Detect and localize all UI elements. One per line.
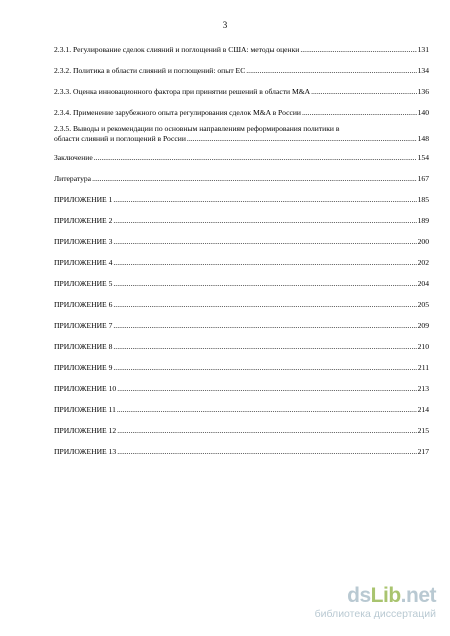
toc-row <box>54 401 429 415</box>
toc-entry-page: 131 <box>417 45 429 54</box>
toc-row <box>54 338 429 352</box>
toc-row <box>54 422 429 436</box>
toc-entry-page: 200 <box>417 237 429 246</box>
toc-entry-title-line1: 2.3.5. Выводы и рекомендации по основным направлениям реформирования политики в <box>54 124 340 133</box>
toc-row <box>54 62 429 76</box>
toc-entry-title: Заключение <box>54 153 93 162</box>
toc-row <box>54 254 429 268</box>
toc-entry-title: 2.3.2. Политика в области слияний и поглощений: опыт ЕС <box>54 66 246 75</box>
toc-entry-title: ПРИЛОЖЕНИЕ 13 <box>54 447 117 456</box>
toc-entry-page: 205 <box>417 300 429 309</box>
toc-entry-page: 154 <box>417 153 429 162</box>
toc-row <box>54 212 429 226</box>
toc-leader-dots <box>300 45 416 55</box>
toc-entry-title: ПРИЛОЖЕНИЕ 12 <box>54 426 117 435</box>
toc-leader-dots <box>113 237 416 247</box>
toc-entry-title: области слияний и поглощений в России <box>54 134 186 143</box>
table-of-contents <box>54 41 429 457</box>
toc-entry-page: 134 <box>417 66 429 75</box>
toc-row <box>54 104 429 118</box>
page-number: 3 <box>222 20 228 30</box>
toc-row <box>54 296 429 310</box>
toc-entry-page: 140 <box>417 108 429 117</box>
toc-leader-dots <box>113 342 416 352</box>
toc-leader-dots <box>113 321 416 331</box>
watermark-subtitle: библиотека диссертаций <box>314 608 436 620</box>
toc-entry-title: ПРИЛОЖЕНИЕ 3 <box>54 237 113 246</box>
toc-leader-dots <box>94 153 417 163</box>
toc-row <box>54 170 429 184</box>
toc-entry-page: 204 <box>417 279 429 288</box>
toc-entry-page: 215 <box>417 426 429 435</box>
toc-entry-page: 189 <box>417 216 429 225</box>
dslib-logo <box>347 584 436 608</box>
toc-leader-dots <box>117 405 417 415</box>
toc-row <box>54 124 429 144</box>
toc-entry-title: ПРИЛОЖЕНИЕ 5 <box>54 279 113 288</box>
logo-part-ds: ds <box>347 584 371 607</box>
toc-row <box>54 317 429 331</box>
toc-leader-dots <box>113 300 416 310</box>
toc-leader-dots <box>187 134 417 144</box>
toc-row <box>54 233 429 247</box>
toc-entry-title: Литература <box>54 174 92 183</box>
toc-row <box>54 191 429 205</box>
toc-row <box>54 41 429 55</box>
toc-entry-title: ПРИЛОЖЕНИЕ 10 <box>54 384 117 393</box>
toc-leader-dots <box>92 174 417 184</box>
toc-entry-page: 213 <box>417 384 429 393</box>
toc-entry-title: ПРИЛОЖЕНИЕ 11 <box>54 405 116 414</box>
toc-entry-page: 185 <box>417 195 429 204</box>
toc-entry-page: 211 <box>417 363 429 372</box>
toc-entry-title: ПРИЛОЖЕНИЕ 2 <box>54 216 113 225</box>
toc-leader-dots <box>117 384 416 394</box>
toc-row <box>54 83 429 97</box>
toc-leader-dots <box>113 363 417 373</box>
toc-entry-page: 148 <box>417 134 429 143</box>
toc-leader-dots <box>302 108 417 118</box>
toc-entry-title: 2.3.1. Регулирование сделок слияний и поглощений в США: методы оценки <box>54 45 300 54</box>
toc-entry-page: 214 <box>417 405 429 414</box>
toc-entry-page: 136 <box>417 87 429 96</box>
toc-entry-page: 167 <box>417 174 429 183</box>
toc-entry-page: 202 <box>417 258 429 267</box>
toc-entry-title: ПРИЛОЖЕНИЕ 1 <box>54 195 113 204</box>
toc-row <box>54 443 429 457</box>
toc-leader-dots <box>117 447 416 457</box>
toc-entry-page: 210 <box>417 342 429 351</box>
toc-entry-title: ПРИЛОЖЕНИЕ 4 <box>54 258 113 267</box>
toc-row <box>54 275 429 289</box>
toc-entry-page: 217 <box>417 447 429 456</box>
toc-leader-dots <box>113 216 416 226</box>
toc-entry-title: ПРИЛОЖЕНИЕ 8 <box>54 342 113 351</box>
toc-entry-title: 2.3.3. Оценка инновационного фактора при принятии решений в области M&A <box>54 87 311 96</box>
toc-leader-dots <box>311 87 416 97</box>
logo-part-net: .net <box>400 584 436 607</box>
toc-entry-title: ПРИЛОЖЕНИЕ 6 <box>54 300 113 309</box>
toc-row <box>54 149 429 163</box>
toc-row <box>54 359 429 373</box>
toc-leader-dots <box>246 66 416 76</box>
toc-entry-title: 2.3.4. Применение зарубежного опыта регулирования сделок M&A в России <box>54 108 301 117</box>
watermark-logo[interactable] <box>306 584 436 624</box>
toc-leader-dots <box>113 195 416 205</box>
toc-entry-title: ПРИЛОЖЕНИЕ 9 <box>54 363 113 372</box>
toc-leader-dots <box>117 426 416 436</box>
toc-leader-dots <box>113 258 416 268</box>
toc-entry-title: ПРИЛОЖЕНИЕ 7 <box>54 321 113 330</box>
toc-leader-dots <box>113 279 416 289</box>
toc-entry-page: 209 <box>417 321 429 330</box>
toc-row <box>54 380 429 394</box>
logo-part-lib: Lib <box>370 584 401 607</box>
